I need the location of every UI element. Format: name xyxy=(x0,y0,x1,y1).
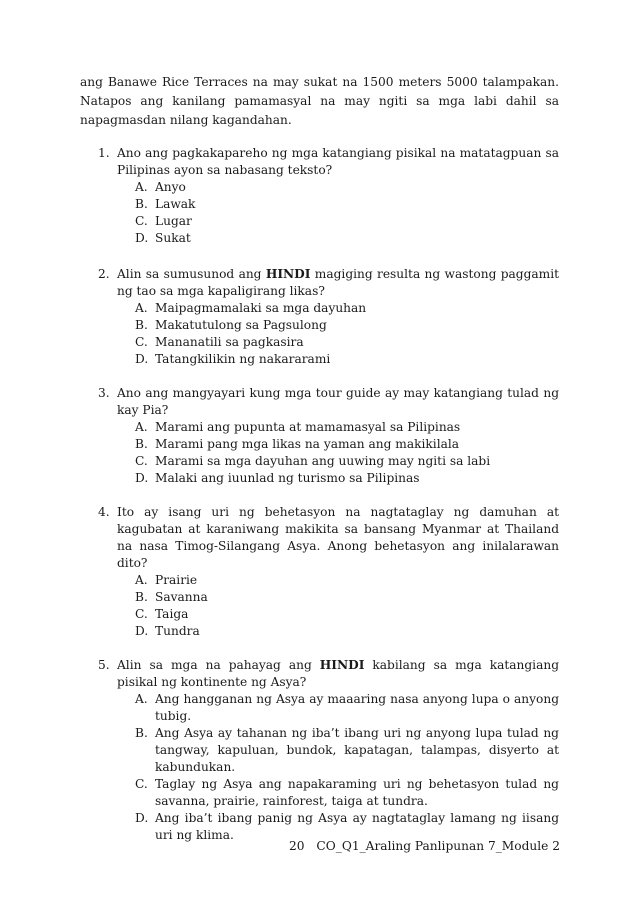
question-number: 4. xyxy=(98,505,110,519)
emphasis-text: HINDI xyxy=(319,658,365,672)
option-letter: A. xyxy=(135,692,148,706)
question-3 xyxy=(80,385,559,487)
option-b xyxy=(135,196,559,213)
option-text: Ang hangganan ng Asya ay maaaring nasa anyong lupa o anyong tubig. xyxy=(155,692,559,723)
option-letter: B. xyxy=(135,590,148,604)
option-letter: B. xyxy=(135,726,148,740)
option-text: Lawak xyxy=(155,197,196,211)
option-b xyxy=(135,725,559,776)
question-text: Ano ang pagkakapareho ng mga katangiang pisikal na matatagpuan sa Pilipinas ayon sa nabasang teksto? xyxy=(117,146,559,177)
question-5 xyxy=(80,657,559,844)
option-list xyxy=(117,419,559,487)
option-letter: A. xyxy=(135,573,148,587)
option-list xyxy=(117,572,559,640)
intro-paragraph: ang Banawe Rice Terraces na may sukat na 1500 meters 5000 talampakan. Natapos ang kanilang pamamasyal na may ngiti sa mga labi dahil sa napagmasdan nilang kagandahan. xyxy=(80,75,559,127)
question-text: Ito ay isang uri ng behetasyon na nagtataglay ng damuhan at kagubatan at karaniwang makikita sa bansang Myanmar at Thailand na nasa Timog-Silangang Asya. Anong behetasyon ang inilalarawan dito? xyxy=(117,505,559,570)
option-letter: C. xyxy=(135,214,148,228)
option-text: Marami sa mga dayuhan ang uuwing may ngiti sa labi xyxy=(155,454,491,468)
option-text: Makatutulong sa Pagsulong xyxy=(155,318,327,332)
option-text: Malaki ang iuunlad ng turismo sa Pilipinas xyxy=(155,471,420,485)
option-letter: D. xyxy=(135,811,149,825)
option-letter: B. xyxy=(135,437,148,451)
option-c xyxy=(135,213,559,230)
option-letter: D. xyxy=(135,352,149,366)
option-text: Ang iba’t ibang panig ng Asya ay nagtataglay lamang ng iisang uri ng klima. xyxy=(155,811,559,842)
question-2 xyxy=(80,266,559,368)
option-d xyxy=(135,623,559,640)
module-code: CO_Q1_Araling Panlipunan 7_Module 2 xyxy=(316,839,560,853)
option-text: Sukat xyxy=(155,231,191,245)
question-text: Ano ang mangyayari kung mga tour guide ay may katangiang tulad ng kay Pia? xyxy=(117,386,559,417)
option-c xyxy=(135,606,559,623)
option-d xyxy=(135,230,559,247)
option-text: Lugar xyxy=(155,214,192,228)
option-text: Ang Asya ay tahanan ng iba’t ibang uri ng anyong lupa tulad ng tangway, kapuluan, bundok, kapatagan, talampas, disyerto at kabundukan. xyxy=(155,726,559,774)
option-letter: D. xyxy=(135,231,149,245)
page-number: 20 xyxy=(289,839,305,853)
option-b xyxy=(135,317,559,334)
option-d xyxy=(135,470,559,487)
option-letter: A. xyxy=(135,301,148,315)
option-list xyxy=(117,691,559,844)
option-letter: A. xyxy=(135,420,148,434)
question-number: 1. xyxy=(98,146,110,160)
option-letter: D. xyxy=(135,471,149,485)
question-text: Alin sa sumusunod ang HINDI magiging resulta ng wastong paggamit ng tao sa mga kapaligirang likas? xyxy=(117,267,559,298)
option-letter: B. xyxy=(135,318,148,332)
emphasis-text: HINDI xyxy=(265,267,311,281)
option-c xyxy=(135,453,559,470)
option-text: Marami ang pupunta at mamamasyal sa Pilipinas xyxy=(155,420,461,434)
option-text: Marami pang mga likas na yaman ang makikilala xyxy=(155,437,460,451)
question-1 xyxy=(80,145,559,247)
question-text: Alin sa mga na pahayag ang HINDI kabilang sa mga katangiang pisikal ng kontinente ng Asya? xyxy=(117,658,559,689)
option-letter: B. xyxy=(135,197,148,211)
option-letter: C. xyxy=(135,335,148,349)
option-c xyxy=(135,776,559,810)
option-text: Anyo xyxy=(155,180,186,194)
option-letter: C. xyxy=(135,607,148,621)
option-a xyxy=(135,300,559,317)
option-letter: C. xyxy=(135,454,148,468)
option-text: Prairie xyxy=(155,573,198,587)
option-text: Maipagmamalaki sa mga dayuhan xyxy=(155,301,367,315)
option-text: Mananatili sa pagkasira xyxy=(155,335,304,349)
page-footer xyxy=(0,838,560,854)
option-letter: A. xyxy=(135,180,148,194)
option-a xyxy=(135,419,559,436)
option-a xyxy=(135,572,559,589)
question-number: 2. xyxy=(98,267,110,281)
option-text: Savanna xyxy=(155,590,208,604)
question-list xyxy=(80,145,559,844)
option-a xyxy=(135,179,559,196)
option-a xyxy=(135,691,559,725)
question-number: 5. xyxy=(98,658,110,672)
option-text: Taglay ng Asya ang napakaraming uri ng behetasyon tulad ng savanna, prairie, rainforest, taiga at tundra. xyxy=(155,777,559,808)
option-letter: C. xyxy=(135,777,148,791)
option-text: Taiga xyxy=(155,607,189,621)
option-d xyxy=(135,351,559,368)
option-text: Tatangkilikin ng nakararami xyxy=(155,352,331,366)
option-c xyxy=(135,334,559,351)
option-b xyxy=(135,436,559,453)
option-letter: D. xyxy=(135,624,149,638)
option-text: Tundra xyxy=(155,624,200,638)
question-number: 3. xyxy=(98,386,110,400)
option-list xyxy=(117,300,559,368)
option-b xyxy=(135,589,559,606)
option-list xyxy=(117,179,559,247)
question-4 xyxy=(80,504,559,640)
